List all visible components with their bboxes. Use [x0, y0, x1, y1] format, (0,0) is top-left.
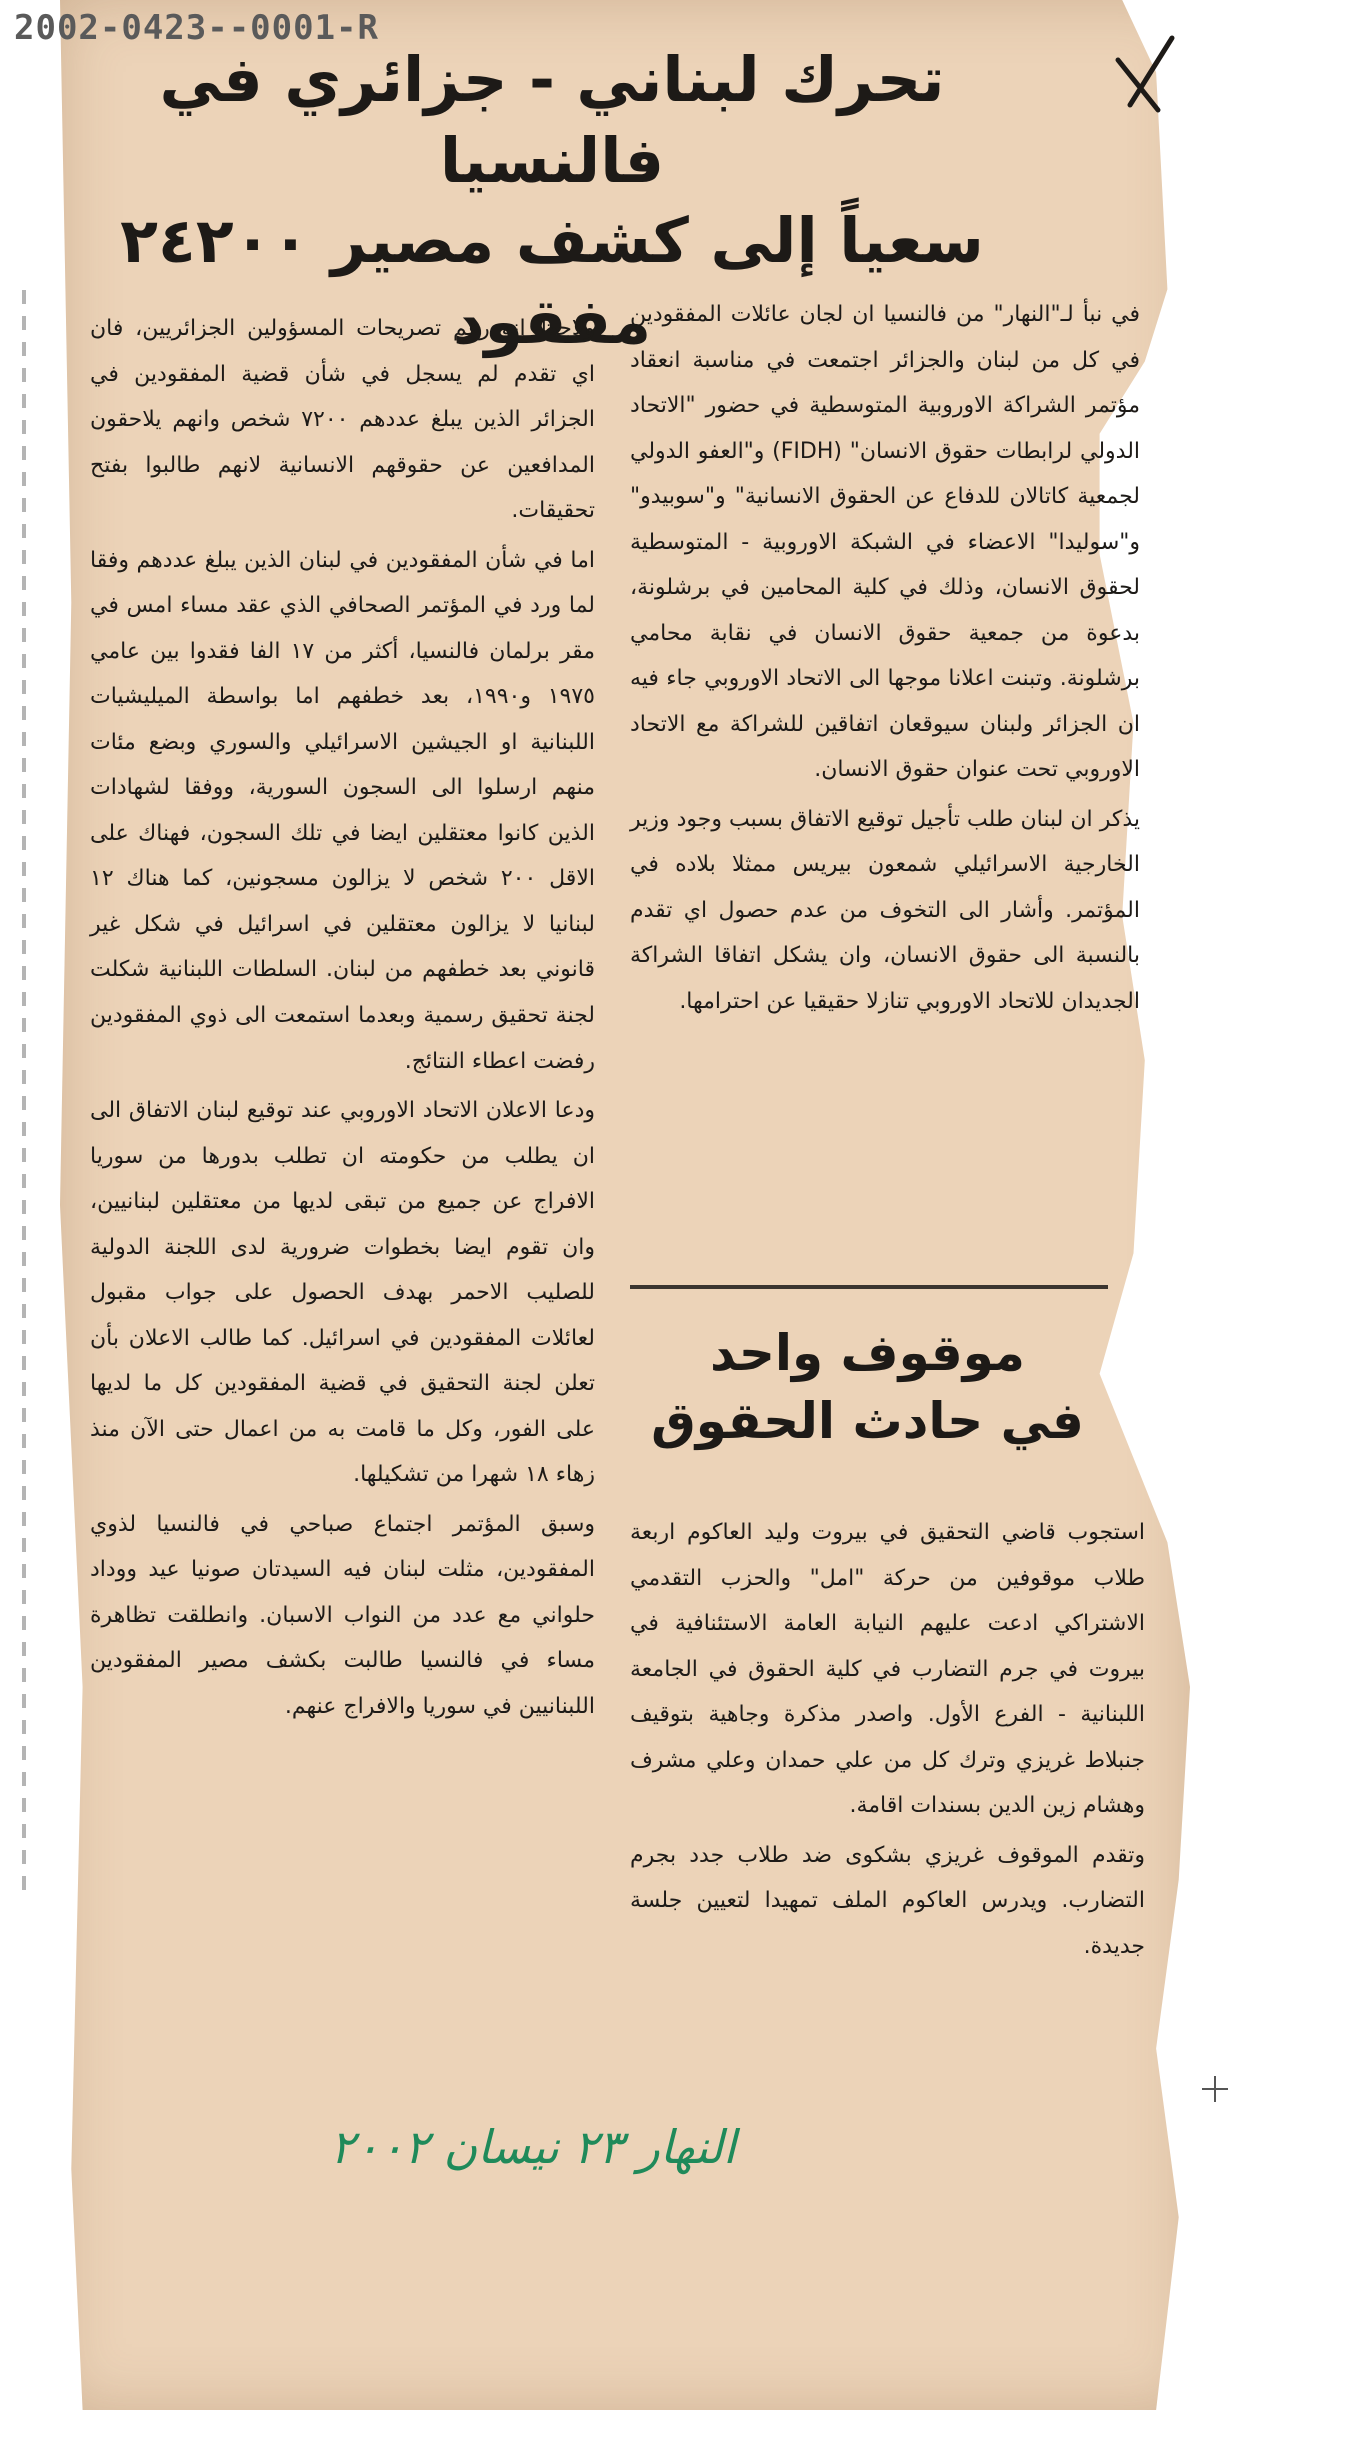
paragraph: يذكر ان لبنان طلب تأجيل توقيع الاتفاق بسبب وجود وزير الخارجية الاسرائيلي شمعون بيريس ممثلا بلاده في المؤتمر. وأشار الى التخوف من عدم حصول اي تقدم بالنسبة الى حقوق الانسان، وان يشكل اتفاقا الشراكة الجديدان للاتحاد الاوروبي تنازلا حقيقيا عن احترامها. [630, 806, 1140, 1014]
headline-line-2: سعياً إلى كشف مصير ٢٤٢٠٠ مفقود [120, 204, 984, 358]
sub-headline-line-1: موقوف واحد [709, 1324, 1025, 1382]
paragraph: وسبق المؤتمر اجتماع صباحي في فالنسيا لذوي المفقودين، مثلت لبنان فيه السيدتان صونيا عيد ووداد حلواني مع عدد من النواب الاسبان. وانطلقت تظاهرة مساء في فالنسيا طالبت بكشف مصير المفقودين اللبنانيين في سوريا والافراج عنهم. [90, 1511, 595, 1719]
article-left-column [90, 306, 595, 1733]
paragraph: اما في شأن المفقودين في لبنان الذين يبلغ عددهم وفقا لما ورد في المؤتمر الصحافي الذي عقد مساء امس في مقر برلمان فالنسيا، أكثر من ١٧ الفا فقدوا بين عامي ١٩٧٥ و١٩٩٠، بعد خطفهم اما بواسطة الميليشيات اللبنانية او الجيشين الاسرائيلي والسوري وبضع مئات منهم ارسلوا الى السجون السورية، ووفقا لشهادات الذين كانوا معتقلين ايضا في تلك السجون، فهناك على الاقل ٢٠٠ شخص لا يزالون مسجونين، كما هناك ١٢ لبنانيا لا يزالون معتقلين في اسرائيل في شكل غير قانوني بعد خطفهم من لبنان. السلطات اللبنانية شكلت لجنة تحقيق رسمية وبعدما استمعت الى ذوي المفقودين رفضت اعطاء النتائج. [90, 547, 595, 1074]
check-mark-icon [1110, 30, 1180, 120]
handwritten-date-note: النهار ٢٣ نيسان ٢٠٠٢ [330, 2120, 736, 2174]
paragraph: في نبأ لـ"النهار" من فالنسيا ان لجان عائلات المفقودين في كل من لبنان والجزائر اجتمعت في مناسبة انعقاد مؤتمر الشراكة الاوروبية المتوسطية في حضور "الاتحاد الدولي لرابطات حقوق الانسان" (FIDH) و"العفو الدولي لجمعية كاتالان للدفاع عن الحقوق الانسانية" و"سوبيدو" و"سوليدا" الاعضاء في الشبكة الاوروبية - المتوسطية لحقوق الانسان، وذلك في كلية المحامين في برشلونة، بدعوة من جمعية حقوق الانسان في نقابة محامي برشلونة. وتبنت اعلانا موجها الى الاتحاد الاوروبي جاء فيه ان الجزائر ولبنان سيوقعان اتفاقين للشراكة مع الاتحاد الاوروبي تحت عنوان حقوق الانسان. [630, 302, 1141, 783]
archive-stamp: 2002-0423--0001-R [14, 8, 379, 48]
paragraph: وتقدم الموقوف غريزي بشكوى ضد طلاب جدد بجرم التضارب. ويدرس العاكوم الملف تمهيدا لتعيين جلسة جديدة. [630, 1842, 1145, 1959]
paragraph: استجوب قاضي التحقيق في بيروت وليد العاكوم اربعة طلاب موقوفين من حركة "امل" والحزب التقدمي الاشتراكي ادعت عليهم النيابة العامة الاستئنافية في بيروت في جرم التضارب في كلية الحقوق في الجامعة اللبنانية - الفرع الأول. واصدر مذكرة وجاهية بتوقيف جنبلاط غريزي وترك كل من علي حمدان وعلي مشرف وهشام زين الدين بسندات اقامة. [630, 1520, 1145, 1819]
headline-line-1: تحرك لبناني - جزائري في فالنسيا [159, 43, 945, 197]
article-right-column [630, 292, 1140, 1029]
perforation-line [22, 290, 26, 1890]
paragraph: ولاحظ انه رغم تصريحات المسؤولين الجزائريين، فان اي تقدم لم يسجل في شأن قضية المفقودين في الجزائر الذين يبلغ عددهم ٧٢٠٠ شخص وانهم يلاحقون المدافعين عن حقوقهم الانسانية لانهم طالبوا بفتح تحقيقات. [90, 316, 595, 524]
crosshair-mark-icon [1200, 2074, 1230, 2104]
second-article-column [630, 1510, 1145, 1973]
section-divider [630, 1285, 1108, 1289]
sub-headline [630, 1320, 1105, 1455]
sub-headline-line-2: في حادث الحقوق [651, 1391, 1084, 1450]
paragraph: ودعا الاعلان الاتحاد الاوروبي عند توقيع لبنان الاتفاق الى ان يطلب من حكومته ان تطلب بدورها من سوريا الافراج عن جميع من تبقى لديها من معتقلين لبنانيين، وان تقوم ايضا بخطوات ضرورية لدى اللجنة الدولية للصليب الاحمر بهدف الحصول على جواب مقبول لعائلات المفقودين في اسرائيل. كما طالب الاعلان بأن تعلن لجنة التحقيق في قضية المفقودين كل ما لديها على الفور، وكل ما قامت به من اعمال حتى الآن منذ زهاء ١٨ شهرا من تشكيلها. [90, 1098, 595, 1488]
